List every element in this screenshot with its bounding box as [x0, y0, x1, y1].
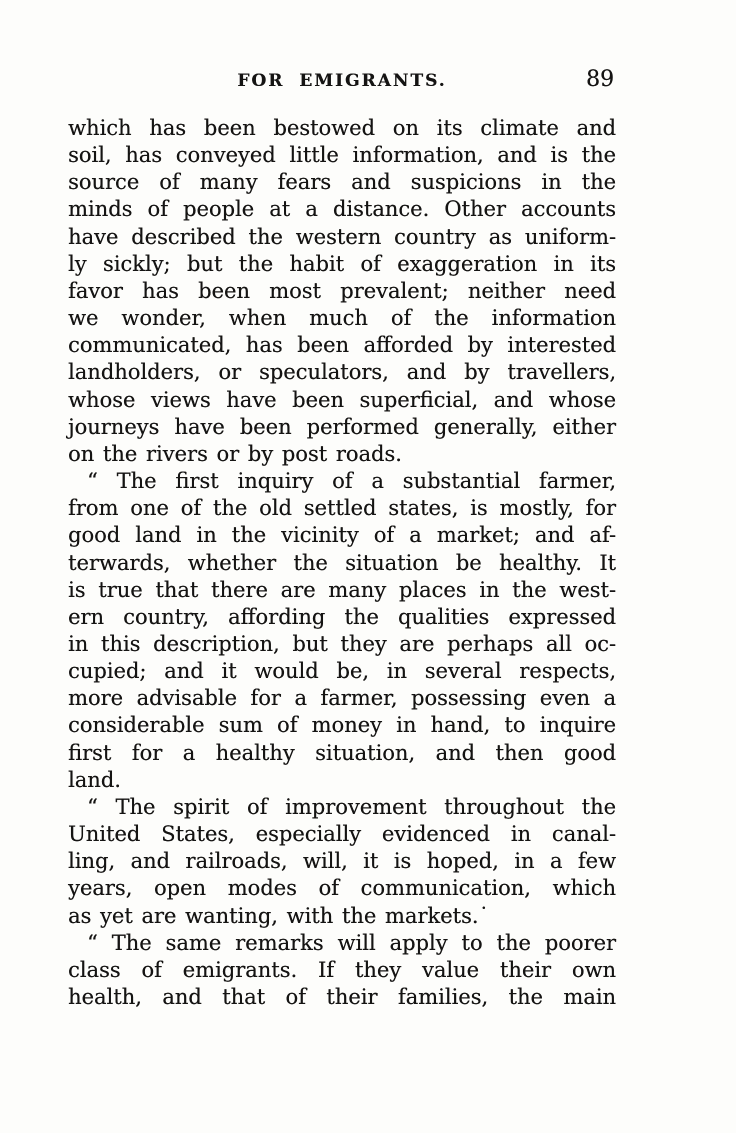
text-line: favor has been most prevalent; neither need: [68, 278, 616, 303]
text-line: landholders, or speculators, and by travellers,: [68, 360, 616, 385]
text-line: “ The spirit of improvement throughout the: [87, 794, 616, 819]
text-line: whose views have been superficial, and whose: [68, 387, 616, 412]
text-line: United States, especially evidenced in canal-: [68, 822, 616, 847]
text-line: journeys have been performed generally, either: [68, 414, 616, 439]
text-line: “ The same remarks will apply to the poorer: [87, 930, 616, 955]
text-line: years, open modes of communication, which: [68, 876, 616, 901]
text-line: good land in the vicinity of a market; and af-: [68, 523, 616, 548]
page-number: 89: [586, 67, 614, 92]
text-line: communicated, has been afforded by interested: [68, 333, 616, 358]
text-line: we wonder, when much of the information: [68, 306, 616, 331]
running-header-title: FOR EMIGRANTS.: [237, 71, 447, 91]
running-header: [68, 68, 616, 96]
text-line: first for a healthy situation, and then good: [68, 740, 616, 765]
text-line: minds of people at a distance. Other accounts: [68, 197, 616, 222]
text-line: which has been bestowed on its climate and: [68, 116, 616, 140]
text-line: considerable sum of money in hand, to inquire: [68, 713, 616, 738]
text-line: health, and that of their families, the main: [68, 985, 616, 1009]
text-line: as yet are wanting, with the markets.˙: [68, 903, 489, 928]
body-text: [68, 115, 616, 1011]
text-line: on the rivers or by post roads.: [68, 441, 402, 466]
text-line: soil, has conveyed little information, and is the: [68, 143, 616, 168]
text-line: from one of the old settled states, is mostly, for: [68, 496, 616, 521]
text-line: cupied; and it would be, in several respects,: [68, 659, 616, 684]
text-line: class of emigrants. If they value their own: [68, 957, 616, 982]
text-line: ling, and railroads, will, it is hoped, in a few: [68, 849, 616, 874]
text-line: “ The first inquiry of a substantial farmer,: [87, 469, 616, 494]
text-line: ern country, affording the qualities expressed: [68, 604, 616, 629]
text-line: more advisable for a farmer, possessing even a: [68, 686, 616, 711]
text-line: ly sickly; but the habit of exaggeration in its: [68, 251, 616, 276]
text-line: is true that there are many places in the west-: [68, 577, 616, 602]
text-line: terwards, whether the situation be healthy. It: [68, 550, 616, 575]
text-line: land.: [68, 767, 121, 792]
text-line: have described the western country as uniform-: [68, 224, 616, 249]
text-line: in this description, but they are perhaps all oc-: [68, 631, 616, 656]
text-line: source of many fears and suspicions in the: [68, 170, 616, 195]
